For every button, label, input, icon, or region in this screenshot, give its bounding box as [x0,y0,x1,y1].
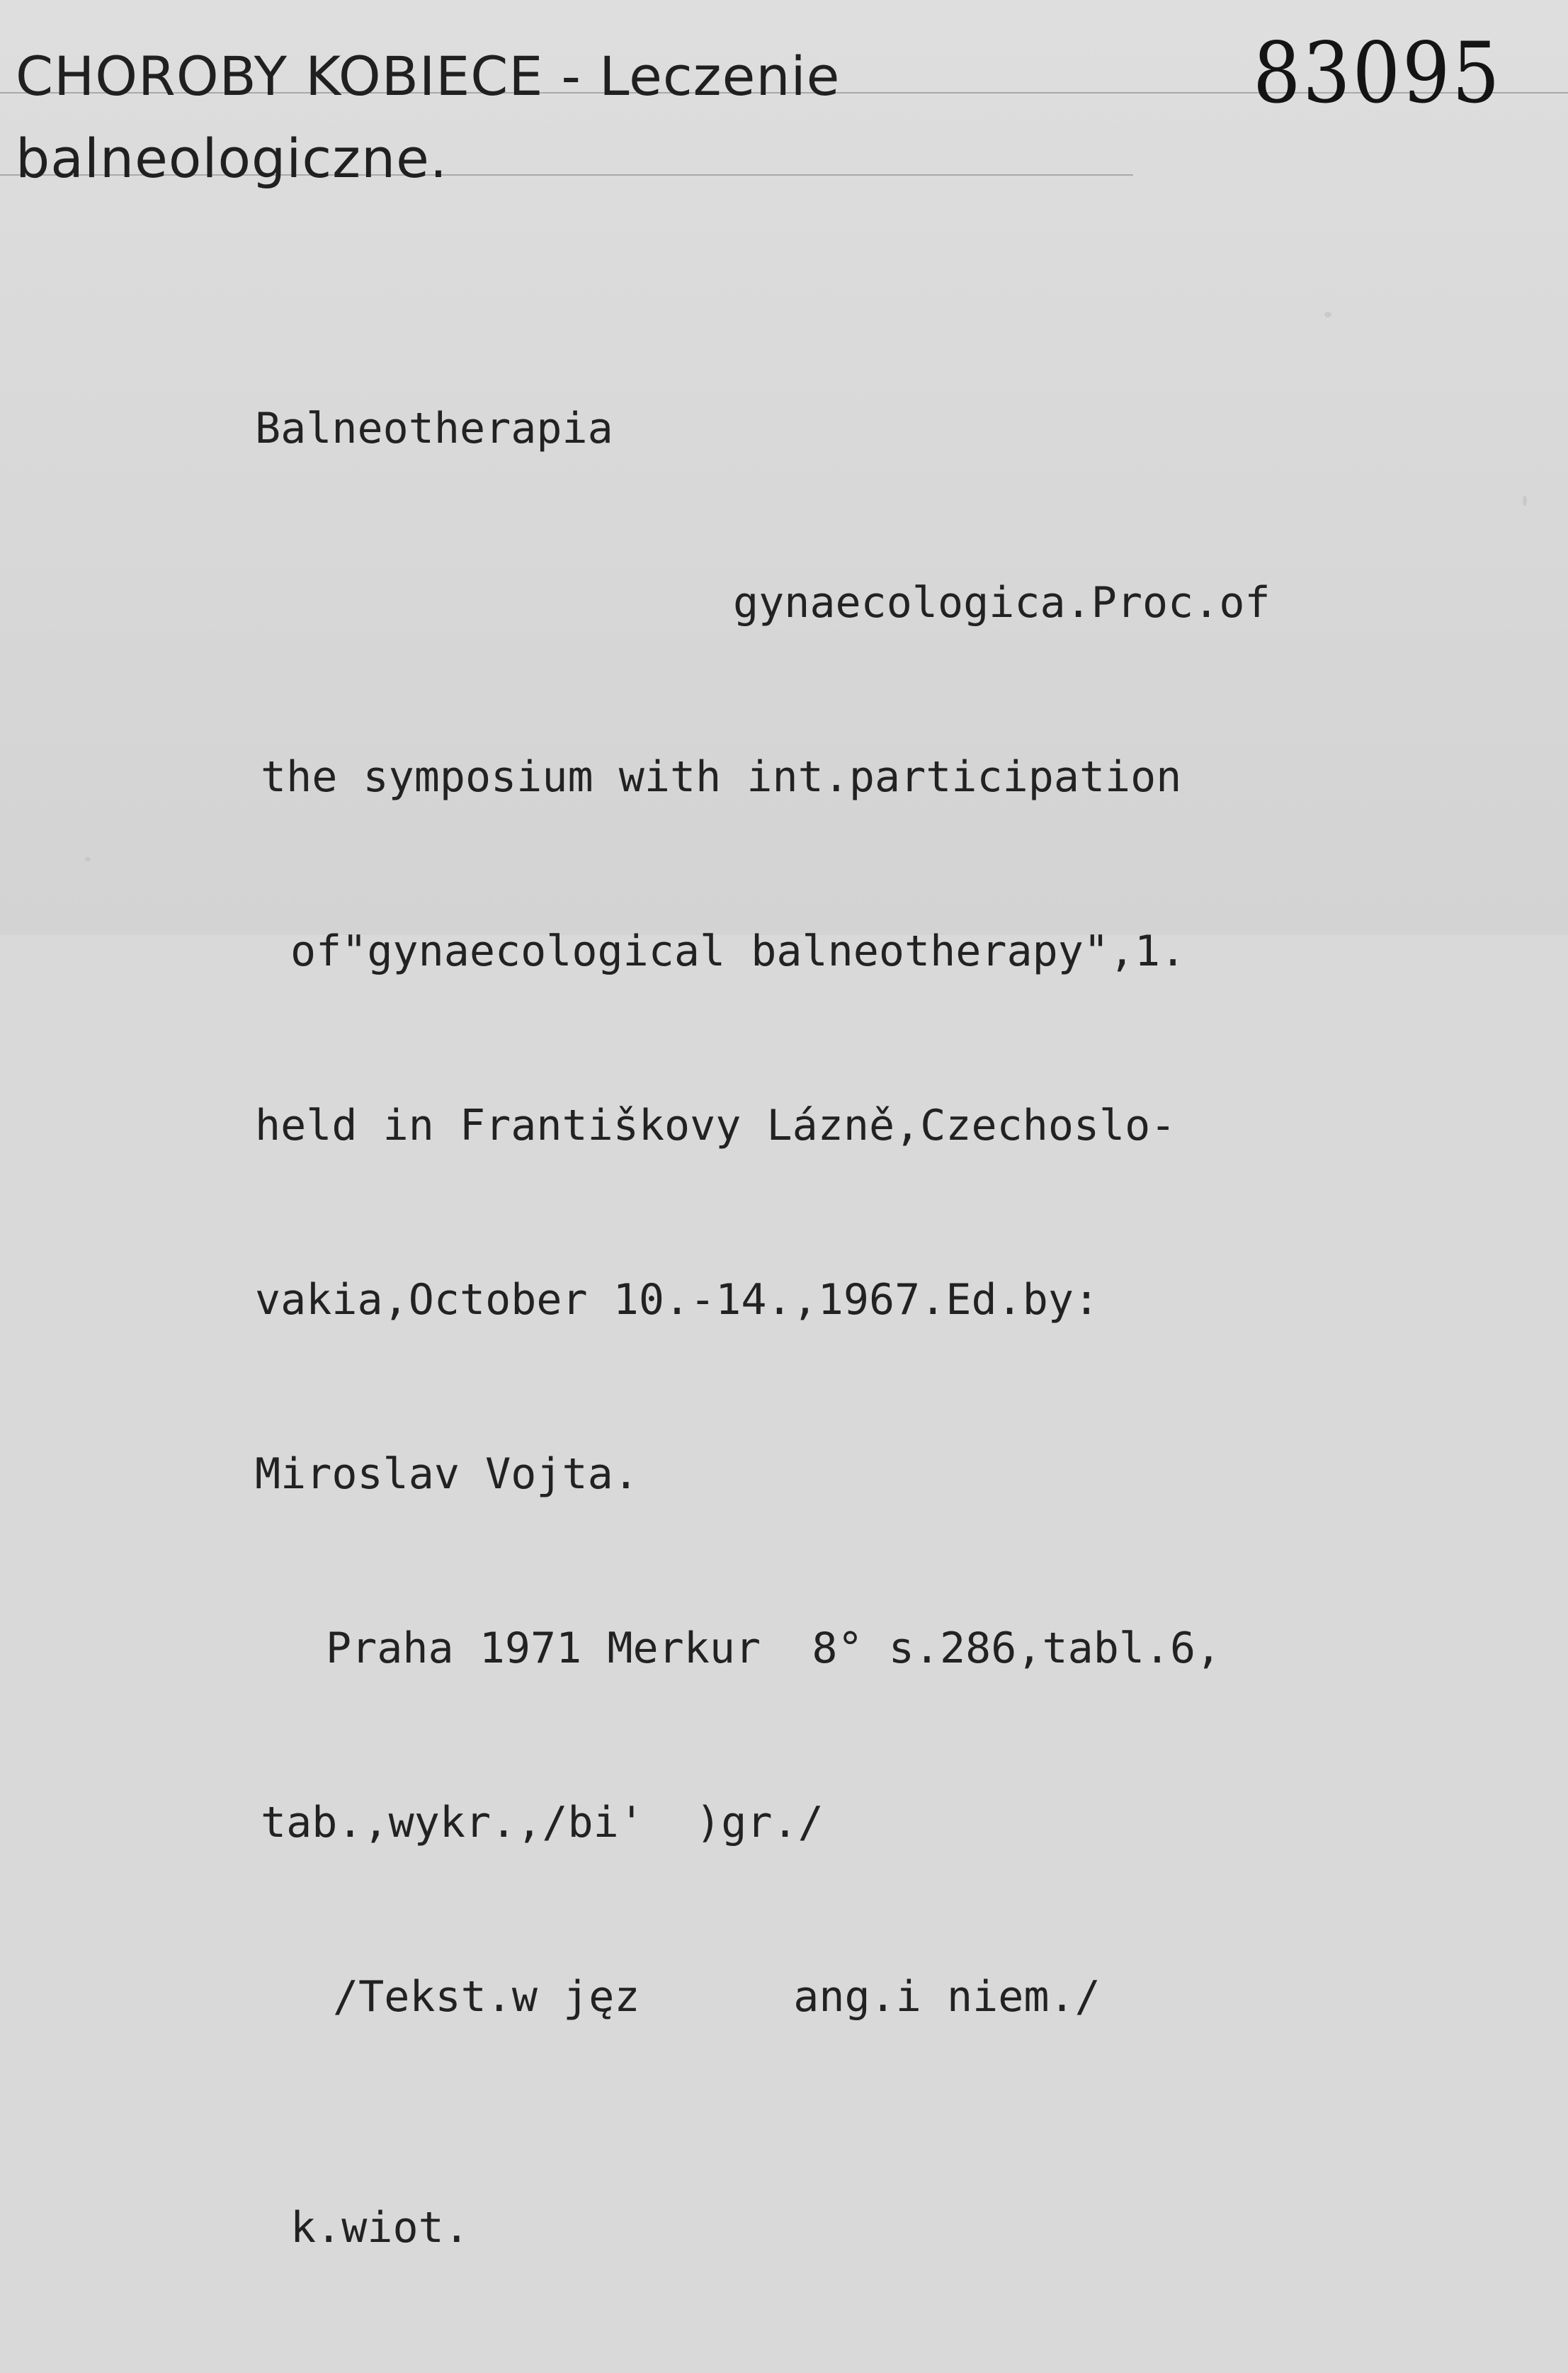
catalog-number: 83095 [1252,24,1501,122]
entry-line: of"gynaecological balneotherapy",1. [290,927,1186,976]
subject-heading [16,35,840,200]
entry-line: k.wiot. [290,2203,470,2253]
paper-speck [1523,496,1527,506]
entry-line: Praha 1971 Merkur 8° s.286,tabl.6, [326,1624,1222,1673]
entry-line: Balneotherapia [255,404,613,453]
bibliographic-entry [255,283,1271,2373]
subject-heading-line-1: CHOROBY KOBIECE - Leczenie [16,45,841,108]
entry-line: tab.,wykr.,/bi' )gr./ [261,1798,824,1847]
entry-line: /Tekst.w jęz ang.i niem./ [333,1972,1101,2022]
entry-line: vakia,October 10.-14.,1967.Ed.by: [255,1275,1100,1325]
paper-speck [1324,312,1331,317]
entry-line: Miroslav Vojta. [255,1449,639,1499]
subject-heading-line-2: balneologiczne. [16,127,448,190]
entry-line: held in Františkovy Lázně,Czechoslo- [255,1101,1176,1150]
paper-speck [85,857,91,861]
entry-line: the symposium with int.participation [261,752,1182,802]
entry-line: gynaecologica.Proc.of [733,578,1271,628]
